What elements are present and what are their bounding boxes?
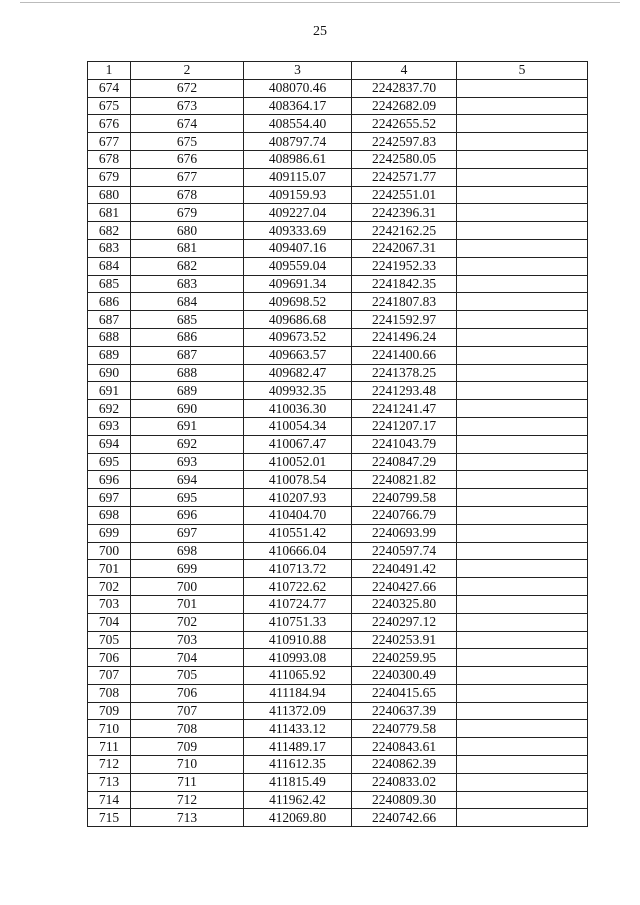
table-row — [88, 400, 588, 418]
table-row — [88, 471, 588, 489]
table-cell: 685 — [131, 311, 244, 329]
table-cell: 705 — [88, 631, 131, 649]
table-cell: 2240862.39 — [352, 756, 457, 774]
table-row — [88, 756, 588, 774]
table-cell: 672 — [131, 79, 244, 97]
table-cell: 705 — [131, 667, 244, 685]
table-cell: 409682.47 — [244, 364, 352, 382]
table-cell: 409159.93 — [244, 186, 352, 204]
table-cell — [457, 524, 588, 542]
table-row — [88, 560, 588, 578]
table-cell: 2240799.58 — [352, 489, 457, 507]
table-cell: 409663.57 — [244, 346, 352, 364]
table-cell — [457, 613, 588, 631]
table-cell: 674 — [88, 79, 131, 97]
table-cell: 699 — [131, 560, 244, 578]
table-cell: 709 — [88, 702, 131, 720]
table-cell — [457, 738, 588, 756]
table-cell: 690 — [88, 364, 131, 382]
table-cell: 412069.80 — [244, 809, 352, 827]
table-cell: 2241496.24 — [352, 328, 457, 346]
table-cell: 410207.93 — [244, 489, 352, 507]
table-cell: 410054.34 — [244, 417, 352, 435]
table-cell: 410067.47 — [244, 435, 352, 453]
table-cell: 680 — [88, 186, 131, 204]
header-cell: 4 — [352, 62, 457, 80]
table-cell: 2242162.25 — [352, 222, 457, 240]
table-row — [88, 115, 588, 133]
table-cell: 676 — [131, 150, 244, 168]
table-cell: 710 — [88, 720, 131, 738]
table-cell: 411065.92 — [244, 667, 352, 685]
table-row — [88, 328, 588, 346]
table-cell: 696 — [88, 471, 131, 489]
table-cell: 713 — [131, 809, 244, 827]
table-cell — [457, 150, 588, 168]
header-cell: 1 — [88, 62, 131, 80]
table-cell: 704 — [131, 649, 244, 667]
table-cell: 715 — [88, 809, 131, 827]
table-cell: 675 — [88, 97, 131, 115]
table-row — [88, 346, 588, 364]
table-cell: 2242580.05 — [352, 150, 457, 168]
table-cell — [457, 417, 588, 435]
table-cell: 410910.88 — [244, 631, 352, 649]
table-cell: 2240491.42 — [352, 560, 457, 578]
table-cell: 410724.77 — [244, 595, 352, 613]
table-cell: 409673.52 — [244, 328, 352, 346]
table-cell: 411962.42 — [244, 791, 352, 809]
table-row — [88, 417, 588, 435]
table-cell — [457, 311, 588, 329]
table-cell — [457, 489, 588, 507]
table-row — [88, 595, 588, 613]
table-cell: 2241400.66 — [352, 346, 457, 364]
table-cell: 410666.04 — [244, 542, 352, 560]
table-cell: 2241241.47 — [352, 400, 457, 418]
table-cell: 409698.52 — [244, 293, 352, 311]
table-cell — [457, 667, 588, 685]
header-cell: 3 — [244, 62, 352, 80]
table-cell: 2240597.74 — [352, 542, 457, 560]
table-cell — [457, 328, 588, 346]
table-cell: 410551.42 — [244, 524, 352, 542]
table-cell: 2240253.91 — [352, 631, 457, 649]
table-cell: 411372.09 — [244, 702, 352, 720]
table-cell: 686 — [131, 328, 244, 346]
table-cell: 2242597.83 — [352, 133, 457, 151]
table-row — [88, 809, 588, 827]
table-cell — [457, 79, 588, 97]
table-cell: 711 — [131, 773, 244, 791]
table-cell — [457, 168, 588, 186]
table-cell: 2241293.48 — [352, 382, 457, 400]
table-cell: 679 — [88, 168, 131, 186]
table-cell: 674 — [131, 115, 244, 133]
table-cell: 694 — [131, 471, 244, 489]
table-cell: 687 — [131, 346, 244, 364]
table-cell: 676 — [88, 115, 131, 133]
table-row — [88, 506, 588, 524]
table-cell: 408986.61 — [244, 150, 352, 168]
page-number: 25 — [313, 24, 327, 39]
table-cell: 2242837.70 — [352, 79, 457, 97]
table-cell: 2242682.09 — [352, 97, 457, 115]
table-cell: 681 — [88, 204, 131, 222]
table-cell — [457, 756, 588, 774]
table-cell — [457, 115, 588, 133]
table-cell: 709 — [131, 738, 244, 756]
table-row — [88, 204, 588, 222]
table-row — [88, 578, 588, 596]
table-cell: 684 — [88, 257, 131, 275]
table-cell: 2240259.95 — [352, 649, 457, 667]
table-cell: 699 — [88, 524, 131, 542]
table-cell: 2240766.79 — [352, 506, 457, 524]
table-cell: 408070.46 — [244, 79, 352, 97]
table-cell: 713 — [88, 773, 131, 791]
table-cell: 2241807.83 — [352, 293, 457, 311]
table-cell — [457, 720, 588, 738]
table-cell: 678 — [131, 186, 244, 204]
table-row — [88, 186, 588, 204]
table-cell — [457, 560, 588, 578]
table-row — [88, 382, 588, 400]
table-cell: 704 — [88, 613, 131, 631]
table-cell: 700 — [131, 578, 244, 596]
table-cell — [457, 186, 588, 204]
table-cell: 2242067.31 — [352, 239, 457, 257]
table-cell: 678 — [88, 150, 131, 168]
table-row — [88, 79, 588, 97]
table-cell — [457, 506, 588, 524]
table-cell: 708 — [131, 720, 244, 738]
table-cell — [457, 649, 588, 667]
table-cell: 410713.72 — [244, 560, 352, 578]
table-cell: 2241842.35 — [352, 275, 457, 293]
table-row — [88, 542, 588, 560]
table-cell — [457, 702, 588, 720]
table-cell: 695 — [88, 453, 131, 471]
table-cell — [457, 275, 588, 293]
table-cell — [457, 133, 588, 151]
table-cell: 2240779.58 — [352, 720, 457, 738]
table-cell: 2240427.66 — [352, 578, 457, 596]
table-cell: 2241592.97 — [352, 311, 457, 329]
table-cell — [457, 364, 588, 382]
table-row — [88, 133, 588, 151]
table-cell: 708 — [88, 684, 131, 702]
table-cell: 711 — [88, 738, 131, 756]
table-cell: 411489.17 — [244, 738, 352, 756]
table-cell: 679 — [131, 204, 244, 222]
table-row — [88, 364, 588, 382]
table-cell: 2242396.31 — [352, 204, 457, 222]
table-cell: 701 — [88, 560, 131, 578]
table-cell: 714 — [88, 791, 131, 809]
table-cell: 2240297.12 — [352, 613, 457, 631]
table-row — [88, 720, 588, 738]
table-cell: 409227.04 — [244, 204, 352, 222]
table-cell: 411815.49 — [244, 773, 352, 791]
table-cell: 707 — [88, 667, 131, 685]
table-row — [88, 631, 588, 649]
table-row — [88, 239, 588, 257]
table-cell: 408554.40 — [244, 115, 352, 133]
table-cell: 700 — [88, 542, 131, 560]
table-cell: 410404.70 — [244, 506, 352, 524]
table-cell: 410993.08 — [244, 649, 352, 667]
table-row — [88, 702, 588, 720]
table-cell: 710 — [131, 756, 244, 774]
table-cell — [457, 97, 588, 115]
table-cell: 410722.62 — [244, 578, 352, 596]
table-cell: 712 — [131, 791, 244, 809]
table-row — [88, 222, 588, 240]
table-row — [88, 773, 588, 791]
table-cell: 409932.35 — [244, 382, 352, 400]
table-row — [88, 293, 588, 311]
table-cell: 694 — [88, 435, 131, 453]
table-cell — [457, 435, 588, 453]
table-cell — [457, 542, 588, 560]
table-cell: 409686.68 — [244, 311, 352, 329]
table-row — [88, 275, 588, 293]
table-cell: 2240300.49 — [352, 667, 457, 685]
table-cell: 410751.33 — [244, 613, 352, 631]
table-cell: 689 — [88, 346, 131, 364]
table-cell: 2241043.79 — [352, 435, 457, 453]
table-cell: 692 — [131, 435, 244, 453]
table-cell: 408797.74 — [244, 133, 352, 151]
table-cell: 2240847.29 — [352, 453, 457, 471]
table-cell — [457, 809, 588, 827]
table-cell: 2240833.02 — [352, 773, 457, 791]
table-row — [88, 489, 588, 507]
table-cell: 697 — [131, 524, 244, 542]
table-cell: 691 — [88, 382, 131, 400]
table-cell — [457, 773, 588, 791]
table-cell: 411612.35 — [244, 756, 352, 774]
table-cell: 696 — [131, 506, 244, 524]
table-cell: 702 — [131, 613, 244, 631]
table-row — [88, 524, 588, 542]
table-cell: 712 — [88, 756, 131, 774]
table-cell: 410052.01 — [244, 453, 352, 471]
table-cell — [457, 453, 588, 471]
table-cell: 411433.12 — [244, 720, 352, 738]
table-cell: 677 — [131, 168, 244, 186]
table-cell: 706 — [131, 684, 244, 702]
table-cell: 2240693.99 — [352, 524, 457, 542]
table-row — [88, 791, 588, 809]
table-cell — [457, 400, 588, 418]
table-row — [88, 97, 588, 115]
table-cell: 698 — [88, 506, 131, 524]
table-row — [88, 684, 588, 702]
table-cell: 409691.34 — [244, 275, 352, 293]
table-cell — [457, 791, 588, 809]
table-cell: 686 — [88, 293, 131, 311]
table-cell — [457, 631, 588, 649]
table-cell: 2242655.52 — [352, 115, 457, 133]
table-row — [88, 150, 588, 168]
table-cell — [457, 684, 588, 702]
table-body — [88, 79, 588, 826]
table-cell: 698 — [131, 542, 244, 560]
table-row — [88, 311, 588, 329]
table-cell: 409333.69 — [244, 222, 352, 240]
table-cell — [457, 346, 588, 364]
table-cell: 2240843.61 — [352, 738, 457, 756]
table-cell: 682 — [88, 222, 131, 240]
top-rule — [20, 2, 620, 3]
table-cell: 2240637.39 — [352, 702, 457, 720]
table-row — [88, 168, 588, 186]
table-row — [88, 435, 588, 453]
table-row — [88, 257, 588, 275]
table-cell: 680 — [131, 222, 244, 240]
table-cell — [457, 595, 588, 613]
table-cell: 688 — [88, 328, 131, 346]
table-cell: 409407.16 — [244, 239, 352, 257]
table-cell: 689 — [131, 382, 244, 400]
table-cell: 701 — [131, 595, 244, 613]
table-cell: 707 — [131, 702, 244, 720]
table-cell — [457, 239, 588, 257]
table-row — [88, 738, 588, 756]
table-cell: 685 — [88, 275, 131, 293]
table-cell: 691 — [131, 417, 244, 435]
table-row — [88, 667, 588, 685]
table-cell: 410036.30 — [244, 400, 352, 418]
table-row — [88, 613, 588, 631]
table-cell: 410078.54 — [244, 471, 352, 489]
table-row — [88, 453, 588, 471]
table-cell: 2240415.65 — [352, 684, 457, 702]
table-cell: 702 — [88, 578, 131, 596]
table-cell: 2241378.25 — [352, 364, 457, 382]
table-cell: 706 — [88, 649, 131, 667]
table-cell — [457, 382, 588, 400]
table-row — [88, 649, 588, 667]
table-cell: 684 — [131, 293, 244, 311]
table-cell: 693 — [131, 453, 244, 471]
table-header-row — [88, 62, 588, 80]
table-cell: 2242551.01 — [352, 186, 457, 204]
table-cell: 688 — [131, 364, 244, 382]
table-cell: 2241952.33 — [352, 257, 457, 275]
table-cell — [457, 257, 588, 275]
table-cell: 2240325.80 — [352, 595, 457, 613]
table-cell: 675 — [131, 133, 244, 151]
table-cell: 683 — [88, 239, 131, 257]
table-cell: 673 — [131, 97, 244, 115]
table-cell: 681 — [131, 239, 244, 257]
table-cell: 695 — [131, 489, 244, 507]
table-cell — [457, 471, 588, 489]
table-cell: 697 — [88, 489, 131, 507]
table-cell: 682 — [131, 257, 244, 275]
table-cell: 2242571.77 — [352, 168, 457, 186]
table-cell — [457, 293, 588, 311]
table-cell: 703 — [131, 631, 244, 649]
table-cell: 409115.07 — [244, 168, 352, 186]
table-cell: 409559.04 — [244, 257, 352, 275]
table-cell: 693 — [88, 417, 131, 435]
table-cell: 2240821.82 — [352, 471, 457, 489]
table-cell: 690 — [131, 400, 244, 418]
table-cell: 683 — [131, 275, 244, 293]
table-cell: 2240742.66 — [352, 809, 457, 827]
header-cell: 2 — [131, 62, 244, 80]
table-cell — [457, 222, 588, 240]
table-cell: 2241207.17 — [352, 417, 457, 435]
table-cell: 692 — [88, 400, 131, 418]
table-cell: 687 — [88, 311, 131, 329]
table-cell — [457, 578, 588, 596]
header-cell: 5 — [457, 62, 588, 80]
table-cell: 703 — [88, 595, 131, 613]
coordinates-table — [87, 61, 588, 827]
table-cell — [457, 204, 588, 222]
table-cell: 411184.94 — [244, 684, 352, 702]
table-cell: 677 — [88, 133, 131, 151]
table-cell: 408364.17 — [244, 97, 352, 115]
table-cell: 2240809.30 — [352, 791, 457, 809]
